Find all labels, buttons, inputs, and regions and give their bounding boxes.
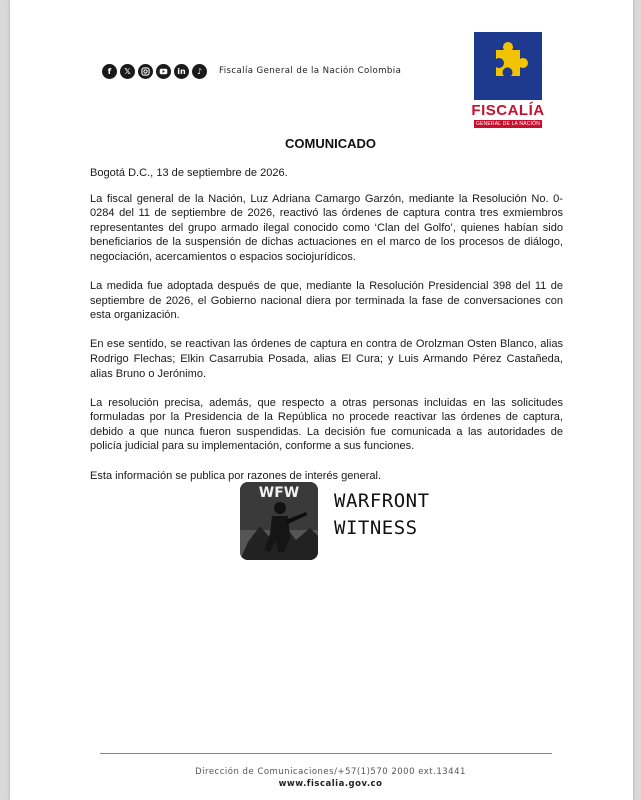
watermark-line-1: WARFRONT [334, 490, 430, 512]
linkedin-icon[interactable]: in [174, 64, 189, 79]
logo-wordmark: FISCALÍA [471, 102, 545, 119]
document-body [90, 166, 563, 498]
facebook-icon[interactable]: f [102, 64, 117, 79]
youtube-icon[interactable] [156, 64, 171, 79]
paragraph: La resolución precisa, además, que respecto a otras personas incluidas en las solicitudes formuladas por la Presidencia de la República no procede reactivar las órdenes de captura, debido a que nunca fueron suspendidas. La decisión fue comunicada a las autoridades de policía judicial para su implementación, conforme a sus funciones. [90, 396, 563, 453]
footer-divider [100, 753, 552, 754]
closing-line: Esta información se publica por razones de interés general. [90, 469, 382, 482]
letterhead-bar [102, 62, 401, 80]
date-line: Bogotá D.C., 13 de septiembre de 2026. [90, 167, 288, 179]
footer-website-link[interactable]: www.fiscalia.gov.co [278, 779, 383, 789]
instagram-icon[interactable] [138, 64, 153, 79]
svg-text:WFW: WFW [258, 485, 300, 501]
paragraph: En ese sentido, se reactivan las órdenes de captura en contra de Orolzman Osten Blanco, alias Rodrigo Flechas; Elkin Casarrubia Posada, alias El Cura; y Luis Armando Pérez Castañeda, alias Bruno o Jerónimo. [90, 338, 563, 380]
tiktok-icon[interactable]: ♪ [192, 64, 207, 79]
watermark-line-2: WITNESS [334, 517, 418, 539]
paragraph: La medida fue adoptada después de que, mediante la Resolución Presidencial 398 del 11 de septiembre de 2026, el Gobierno nacional diera por terminada la fase de conversaciones con esta organización. [90, 280, 563, 322]
fiscalia-logo [468, 32, 548, 128]
logo-subtitle: GENERAL DE LA NACIÓN [475, 121, 541, 127]
x-icon[interactable]: 𝕏 [120, 64, 135, 79]
watermark-text [334, 488, 430, 542]
paragraph: La fiscal general de la Nación, Luz Adriana Camargo Garzón, mediante la Resolución No. 0-0284 del 11 de septiembre de 2026, reactivó las órdenes de captura contra tres exmiembros representantes del grupo armado ilegal conocido como ‘Clan del Golfo’, quienes habían sido beneficiarios de la suspensión de dichas actuaciones en el marco de los procesos de diálogo, negociación, acercamientos o espacios sociojurídicos. [90, 192, 563, 263]
footer-contact: Dirección de Comunicaciones/+57(1)570 2000 ext.13441 [195, 767, 466, 777]
social-icons [102, 64, 207, 79]
warfront-witness-watermark [240, 482, 460, 562]
soldier-badge-icon [240, 482, 318, 560]
document-title: COMUNICADO [285, 136, 376, 151]
document-page [10, 0, 633, 800]
organization-name: Fiscalía General de la Nación Colombia [219, 66, 402, 76]
puzzle-emblem-icon [474, 32, 542, 100]
